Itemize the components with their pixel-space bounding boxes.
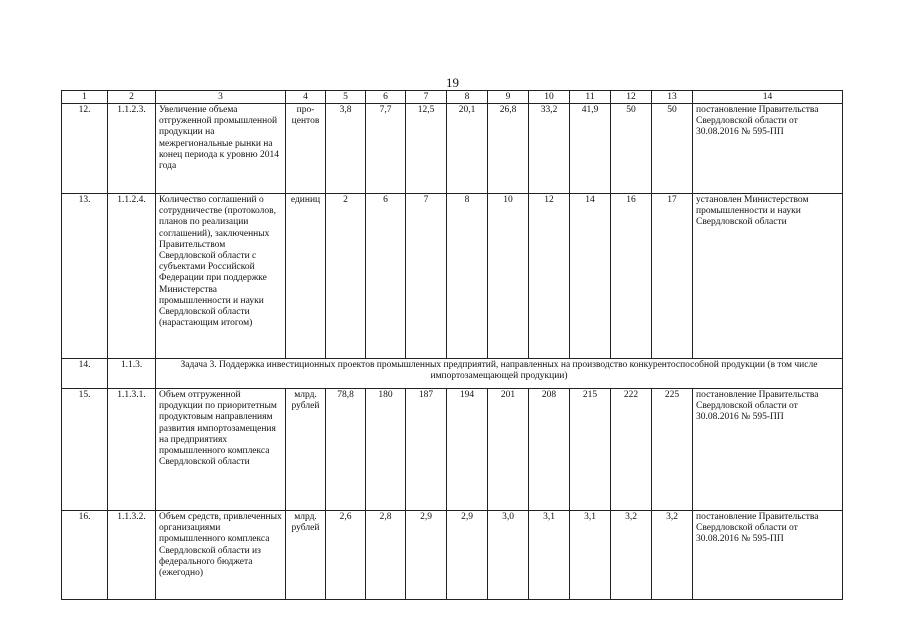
value-cell: 8 (447, 194, 488, 359)
value-cell: 33,2 (529, 104, 570, 194)
column-number: 5 (326, 91, 366, 104)
table-row (62, 389, 843, 511)
value-cell: 3,1 (529, 511, 570, 600)
row-number: 13. (62, 194, 108, 359)
column-number: 14 (693, 91, 843, 104)
unit: млрд. рублей (286, 511, 326, 600)
table-row (62, 194, 843, 359)
row-code: 1.1.3.2. (108, 511, 156, 600)
indicator-name: Увеличение объема отгруженной промышленной продукции на межрегиональные рынки на конец периода к уровню 2014 года (156, 104, 286, 194)
column-number: 8 (447, 91, 488, 104)
value-cell: 41,9 (570, 104, 611, 194)
value-cell: 180 (366, 389, 406, 511)
value-cell: 6 (366, 194, 406, 359)
indicator-name: Количество соглашений о сотрудничестве (протоколов, планов по реализации соглашений), заключенных Правительством Свердловской области с субъектами Российской Федерации при поддержке Министерства промышленности и науки Свердловской области (нарастающим итогом) (156, 194, 286, 359)
value-cell: 3,1 (570, 511, 611, 600)
row-code: 1.1.3. (108, 359, 156, 389)
unit: единиц (286, 194, 326, 359)
value-cell: 2,8 (366, 511, 406, 600)
value-cell: 17 (652, 194, 693, 359)
value-cell: 3,2 (652, 511, 693, 600)
column-number: 9 (488, 91, 529, 104)
table-row (62, 511, 843, 600)
task-description: Задача 3. Поддержка инвестиционных проектов промышленных предприятий, направленных на производство конкурентоспособной продукции (в том числе импортозамещающей продукции) (156, 359, 843, 389)
value-cell: 222 (611, 389, 652, 511)
value-cell: 3,8 (326, 104, 366, 194)
value-cell: 215 (570, 389, 611, 511)
value-cell: 14 (570, 194, 611, 359)
value-cell: 7,7 (366, 104, 406, 194)
column-number: 1 (62, 91, 108, 104)
value-cell: 225 (652, 389, 693, 511)
row-code: 1.1.2.4. (108, 194, 156, 359)
column-number: 4 (286, 91, 326, 104)
value-cell: 2 (326, 194, 366, 359)
indicator-name: Объем средств, привлеченных организациями промышленного комплекса Свердловской области из федерального бюджета (ежегодно) (156, 511, 286, 600)
value-cell: 2,9 (447, 511, 488, 600)
row-number: 14. (62, 359, 108, 389)
value-cell: 50 (611, 104, 652, 194)
value-cell: 7 (406, 194, 447, 359)
row-code: 1.1.2.3. (108, 104, 156, 194)
value-cell: 20,1 (447, 104, 488, 194)
column-number: 2 (108, 91, 156, 104)
column-number: 6 (366, 91, 406, 104)
column-number: 3 (156, 91, 286, 104)
column-number-row (62, 91, 843, 104)
column-number: 7 (406, 91, 447, 104)
value-cell: 201 (488, 389, 529, 511)
row-number: 15. (62, 389, 108, 511)
value-cell: 194 (447, 389, 488, 511)
column-number: 11 (570, 91, 611, 104)
column-number: 13 (652, 91, 693, 104)
table-row (62, 104, 843, 194)
value-cell: 2,6 (326, 511, 366, 600)
value-cell: 78,8 (326, 389, 366, 511)
value-cell: 3,0 (488, 511, 529, 600)
source-document: постановление Правительства Свердловской области от 30.08.2016 № 595-ПП (693, 104, 843, 194)
value-cell: 2,9 (406, 511, 447, 600)
indicator-name: Объем отгруженной продукции по приоритетным продуктовым направлениям развития импортозамещения на предприятиях промышленного комплекса Свердловской области (156, 389, 286, 511)
value-cell: 3,2 (611, 511, 652, 600)
column-number: 12 (611, 91, 652, 104)
value-cell: 12 (529, 194, 570, 359)
page-number: 19 (446, 75, 459, 90)
value-cell: 10 (488, 194, 529, 359)
unit: про-центов (286, 104, 326, 194)
task-row (62, 359, 843, 389)
value-cell: 12,5 (406, 104, 447, 194)
value-cell: 187 (406, 389, 447, 511)
indicators-table (61, 90, 843, 600)
row-number: 16. (62, 511, 108, 600)
column-number: 10 (529, 91, 570, 104)
row-number: 12. (62, 104, 108, 194)
value-cell: 50 (652, 104, 693, 194)
value-cell: 208 (529, 389, 570, 511)
row-code: 1.1.3.1. (108, 389, 156, 511)
source-document: установлен Министерством промышленности и науки Свердловской области (693, 194, 843, 359)
unit: млрд. рублей (286, 389, 326, 511)
value-cell: 16 (611, 194, 652, 359)
value-cell: 26,8 (488, 104, 529, 194)
source-document: постановление Правительства Свердловской области от 30.08.2016 № 595-ПП (693, 389, 843, 511)
source-document: постановление Правительства Свердловской области от 30.08.2016 № 595-ПП (693, 511, 843, 600)
